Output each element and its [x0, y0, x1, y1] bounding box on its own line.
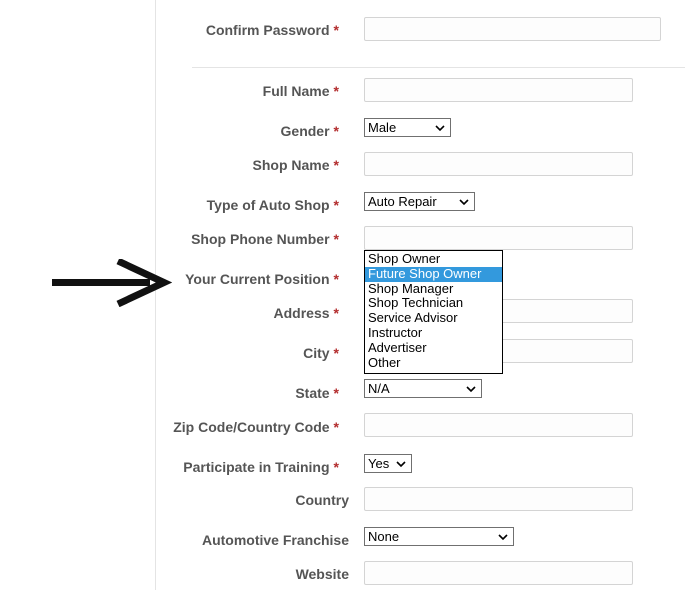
franchise-select[interactable] [364, 527, 514, 546]
position-option[interactable]: Instructor [368, 324, 423, 340]
training-select[interactable] [364, 454, 412, 473]
address-label: Address * [273, 305, 339, 321]
required-marker: * [333, 419, 339, 435]
gender-select-value: Male [368, 120, 397, 135]
shop-phone-label: Shop Phone Number * [191, 231, 339, 247]
required-marker: * [333, 22, 339, 38]
required-marker: * [333, 305, 339, 321]
shop-type-select-value: Auto Repair [368, 194, 437, 209]
position-option-highlighted[interactable]: Future Shop Owner [365, 267, 502, 282]
state-select[interactable] [364, 379, 482, 398]
zip-input[interactable] [364, 413, 633, 437]
state-select-value: N/A [368, 381, 390, 396]
chevron-down-icon [465, 383, 477, 395]
position-option[interactable]: Shop Manager [368, 280, 454, 296]
required-marker: * [333, 459, 339, 475]
country-input[interactable] [364, 487, 633, 511]
position-option[interactable]: Shop Technician [368, 295, 464, 311]
required-marker: * [333, 345, 339, 361]
required-marker: * [333, 83, 339, 99]
position-label: Your Current Position * [185, 271, 339, 287]
required-marker: * [333, 231, 339, 247]
shop-name-label: Shop Name * [252, 157, 339, 173]
required-marker: * [333, 385, 339, 401]
training-select-value: Yes [368, 456, 390, 471]
right-arrow-icon [52, 259, 172, 307]
divider-horizontal [192, 67, 685, 68]
full-name-label: Full Name * [262, 83, 339, 99]
confirm-password-input[interactable] [364, 17, 661, 41]
required-marker: * [333, 197, 339, 213]
gender-label: Gender * [280, 123, 339, 139]
position-option[interactable]: Service Advisor [368, 310, 458, 326]
chevron-down-icon [395, 458, 407, 470]
position-option[interactable]: Advertiser [368, 339, 427, 355]
chevron-down-icon [497, 531, 509, 543]
state-label: State * [295, 385, 339, 401]
position-option[interactable]: Shop Owner [368, 251, 441, 266]
position-dropdown-list[interactable] [364, 250, 503, 374]
shop-type-label: Type of Auto Shop * [206, 197, 339, 213]
shop-name-input[interactable] [364, 152, 633, 176]
zip-label: Zip Code/Country Code * [173, 419, 339, 435]
position-option[interactable]: Other [368, 354, 401, 370]
city-label: City * [303, 345, 339, 361]
shop-type-select[interactable] [364, 192, 475, 211]
website-label: Website [295, 566, 349, 582]
required-marker: * [333, 157, 339, 173]
shop-phone-input[interactable] [364, 226, 633, 250]
franchise-label: Automotive Franchise [201, 532, 349, 548]
website-input[interactable] [364, 561, 633, 585]
confirm-password-label: Confirm Password * [205, 22, 339, 38]
franchise-select-value: None [368, 529, 400, 544]
gender-select[interactable] [364, 118, 451, 137]
chevron-down-icon [458, 196, 470, 208]
full-name-input[interactable] [364, 78, 633, 102]
required-marker: * [333, 123, 339, 139]
required-marker: * [333, 271, 339, 287]
chevron-down-icon [434, 122, 446, 134]
country-label: Country [295, 492, 349, 508]
training-label: Participate in Training * [183, 459, 339, 475]
